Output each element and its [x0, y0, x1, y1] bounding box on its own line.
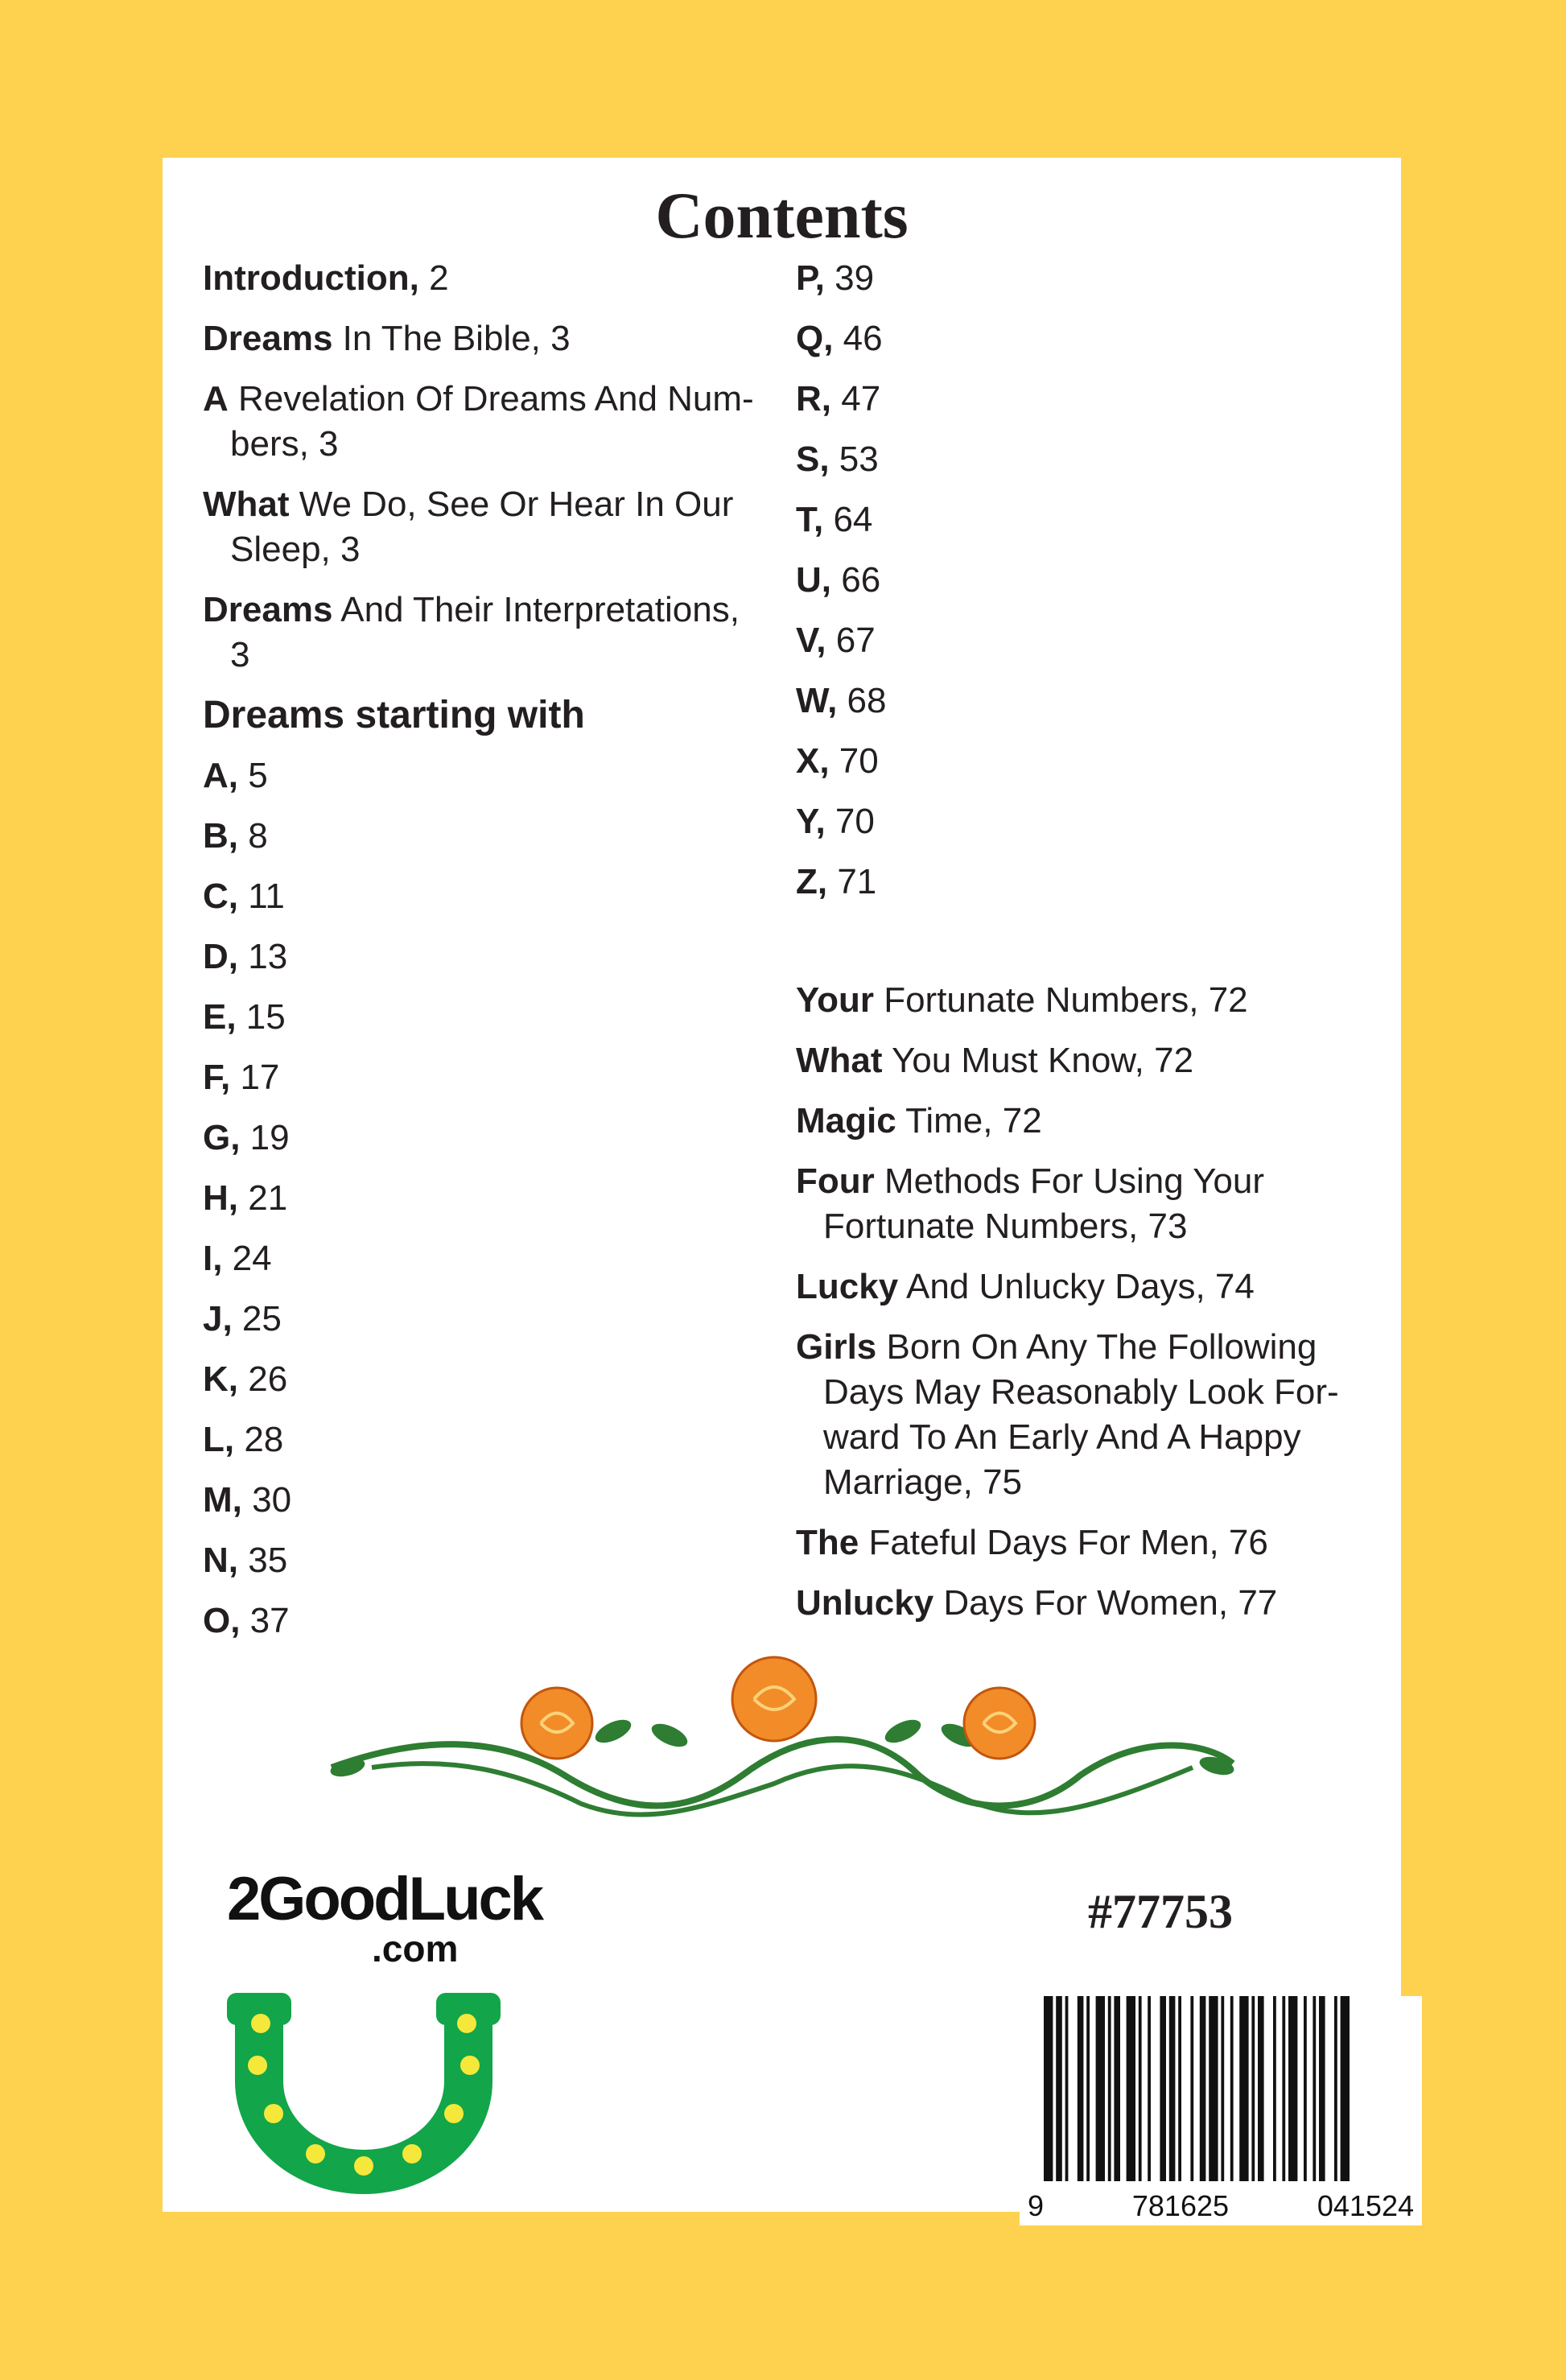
barcode-lead-digit: 9 — [1028, 2189, 1045, 2222]
contents-entry-heading: Introduction, — [203, 258, 419, 298]
letter-entry — [796, 558, 1367, 603]
contents-entry-text: Revelation Of Dreams And Num-bers, 3 — [228, 379, 754, 464]
appendix-entries — [796, 978, 1367, 1626]
letter-entry — [203, 874, 766, 919]
letter-entry — [796, 316, 1367, 361]
letter-entry-heading: N, — [203, 1541, 238, 1580]
letter-entry-heading: F, — [203, 1058, 231, 1097]
vine-icon — [332, 1739, 1233, 1815]
letter-entry-text: 37 — [240, 1601, 290, 1640]
contents-entry-heading: Four — [796, 1161, 875, 1201]
letter-entry-heading: J, — [203, 1299, 233, 1338]
letter-entry — [203, 814, 766, 859]
contents-entry-heading: Dreams — [203, 319, 333, 358]
letter-entry — [796, 860, 1367, 905]
sku-number: #77753 — [1088, 1885, 1233, 1938]
letter-entry-heading: M, — [203, 1480, 242, 1520]
letter-entry-heading: E, — [203, 997, 237, 1037]
letter-entry — [796, 739, 1367, 784]
letter-entry-heading: S, — [796, 439, 830, 479]
contents-entry — [203, 377, 766, 467]
letter-entry — [203, 1055, 766, 1100]
brand-name: 2GoodLuck — [227, 1865, 542, 1933]
contents-entry — [796, 1159, 1367, 1249]
letter-entry-text: 21 — [238, 1178, 288, 1218]
letter-entry-heading: W, — [796, 681, 838, 720]
contents-entry-text: In The Bible, 3 — [332, 319, 571, 358]
contents-left-column — [203, 256, 766, 1659]
letter-entry-text: 5 — [238, 756, 268, 795]
letter-entry — [203, 1297, 766, 1342]
spacer — [796, 920, 1367, 978]
section-heading: Dreams starting with — [203, 694, 585, 736]
contents-entry-text: Fateful Days For Men, 76 — [859, 1523, 1268, 1562]
contents-entry — [796, 1325, 1367, 1505]
contents-entry-text: Born On Any The Following Days May Reasonably Look For-ward To An Early And A Happy Marriage, 75 — [823, 1327, 1339, 1502]
contents-entry-text: Fortunate Numbers, 72 — [873, 980, 1248, 1020]
contents-entry-text: Methods For Using Your Fortunate Numbers, 73 — [823, 1161, 1265, 1246]
letter-entry-heading: C, — [203, 877, 238, 916]
letter-entry-heading: U, — [796, 560, 831, 600]
contents-entry-text: Days For Women, 77 — [933, 1583, 1278, 1623]
letter-entry-text: 71 — [827, 862, 877, 901]
letter-entry-text: 35 — [238, 1541, 288, 1580]
letter-entry-heading: Y, — [796, 802, 826, 841]
letter-entry — [796, 799, 1367, 844]
brand-domain: .com — [372, 1928, 459, 1970]
contents-entry-text: And Their Interpretations, 3 — [230, 590, 740, 674]
barcode-digits — [1020, 2189, 1422, 2223]
letter-entry-heading: K, — [203, 1359, 238, 1399]
rose-vine-ornament — [324, 1655, 1241, 1848]
letter-entry-heading: H, — [203, 1178, 238, 1218]
contents-entry-text: You Must Know, 72 — [882, 1041, 1194, 1080]
letter-entry-text: 8 — [238, 816, 268, 856]
letter-entry-text: 64 — [823, 500, 873, 539]
letter-entry — [203, 753, 766, 798]
contents-entry-text: Time, 72 — [896, 1101, 1042, 1141]
contents-entry-heading: What — [796, 1041, 883, 1080]
letter-entry-text: 47 — [831, 379, 881, 419]
letter-entry — [796, 497, 1367, 542]
letter-entry-text: 67 — [826, 621, 876, 660]
contents-entry — [203, 316, 766, 361]
letter-entry-heading: O, — [203, 1601, 241, 1640]
letter-entry — [796, 618, 1367, 663]
contents-entry-heading: A — [203, 379, 229, 419]
contents-entry-heading: What — [203, 485, 290, 524]
letter-entry — [203, 934, 766, 980]
letter-entry — [203, 1116, 766, 1161]
letter-entry — [203, 1598, 766, 1644]
contents-entry — [796, 1038, 1367, 1083]
letter-entry-heading: X, — [796, 741, 830, 781]
letter-entry-text: 66 — [831, 560, 881, 600]
contents-entry-text: 2 — [418, 258, 449, 298]
contents-entry-heading: Lucky — [796, 1267, 899, 1306]
letter-entry-text: 24 — [222, 1239, 272, 1278]
contents-entry — [796, 978, 1367, 1023]
letter-entry-heading: I, — [203, 1239, 223, 1278]
contents-entry — [796, 1264, 1367, 1310]
contents-entry-heading: Your — [796, 980, 874, 1020]
letter-entry — [203, 1417, 766, 1462]
letter-entry — [203, 1357, 766, 1402]
letter-entry-text: 19 — [240, 1118, 290, 1157]
letter-entry — [203, 1538, 766, 1583]
contents-entry-heading: The — [796, 1523, 859, 1562]
contents-entry — [796, 1099, 1367, 1144]
letter-entry-heading: P, — [796, 258, 825, 298]
letter-entry-text: 17 — [230, 1058, 280, 1097]
contents-right-column — [796, 256, 1367, 1641]
intro-entries — [203, 256, 766, 678]
letter-entries-right — [796, 256, 1367, 905]
letter-entry-text: 70 — [825, 802, 875, 841]
letter-entry-heading: Z, — [796, 862, 828, 901]
barcode-bars — [1020, 1996, 1422, 2189]
contents-entry — [203, 588, 766, 678]
letter-entry-text: 39 — [824, 258, 875, 298]
contents-entry — [203, 482, 766, 572]
letter-entry-heading: V, — [796, 621, 826, 660]
contents-panel — [163, 158, 1414, 2222]
contents-entry — [796, 1581, 1367, 1626]
letter-entry-heading: G, — [203, 1118, 241, 1157]
letter-entry-heading: R, — [796, 379, 831, 419]
barcode — [1020, 1996, 1422, 2225]
letter-entry-text: 53 — [829, 439, 879, 479]
contents-entry — [203, 256, 766, 301]
letter-entry-text: 11 — [238, 877, 285, 916]
horseshoe-icon — [203, 1961, 525, 2202]
letter-entry-text: 13 — [238, 937, 288, 976]
brand-logo — [203, 1864, 541, 2202]
letter-entry-text: 26 — [238, 1359, 288, 1399]
letter-entry — [796, 377, 1367, 422]
letter-entry-heading: A, — [203, 756, 238, 795]
letter-entry-heading: T, — [796, 500, 824, 539]
letter-entry — [203, 1176, 766, 1221]
letter-entry-text: 28 — [234, 1420, 284, 1459]
contents-entry-text: And Unlucky Days, 74 — [898, 1267, 1255, 1306]
letter-entry — [203, 995, 766, 1040]
letter-entry-text: 30 — [241, 1480, 292, 1520]
letter-entry — [203, 1478, 766, 1523]
contents-entry-heading: Unlucky — [796, 1583, 934, 1623]
letter-entry-heading: Q, — [796, 319, 834, 358]
barcode-group-2: 041524 — [1317, 2189, 1414, 2222]
letter-entry-heading: D, — [203, 937, 238, 976]
letter-entry-text: 25 — [232, 1299, 282, 1338]
letter-entry-heading: B, — [203, 816, 238, 856]
contents-entry-text: We Do, See Or Hear In Our Sleep, 3 — [230, 485, 734, 569]
letter-entry — [203, 1236, 766, 1281]
contents-entry-heading: Dreams — [203, 590, 333, 629]
letter-entry-text: 46 — [833, 319, 883, 358]
letter-entry-heading: L, — [203, 1420, 235, 1459]
contents-entry-heading: Girls — [796, 1327, 877, 1367]
letter-entry — [796, 437, 1367, 482]
page-title: Contents — [655, 179, 909, 252]
barcode-group-1: 781625 — [1131, 2189, 1230, 2222]
letter-entry — [796, 256, 1367, 301]
letter-entries-left — [203, 753, 766, 1644]
letter-entry-text: 15 — [236, 997, 286, 1037]
contents-entry — [796, 1520, 1367, 1565]
letter-entry — [796, 679, 1367, 724]
contents-entry-heading: Magic — [796, 1101, 896, 1141]
letter-entry-text: 70 — [829, 741, 879, 781]
letter-entry-text: 68 — [837, 681, 887, 720]
